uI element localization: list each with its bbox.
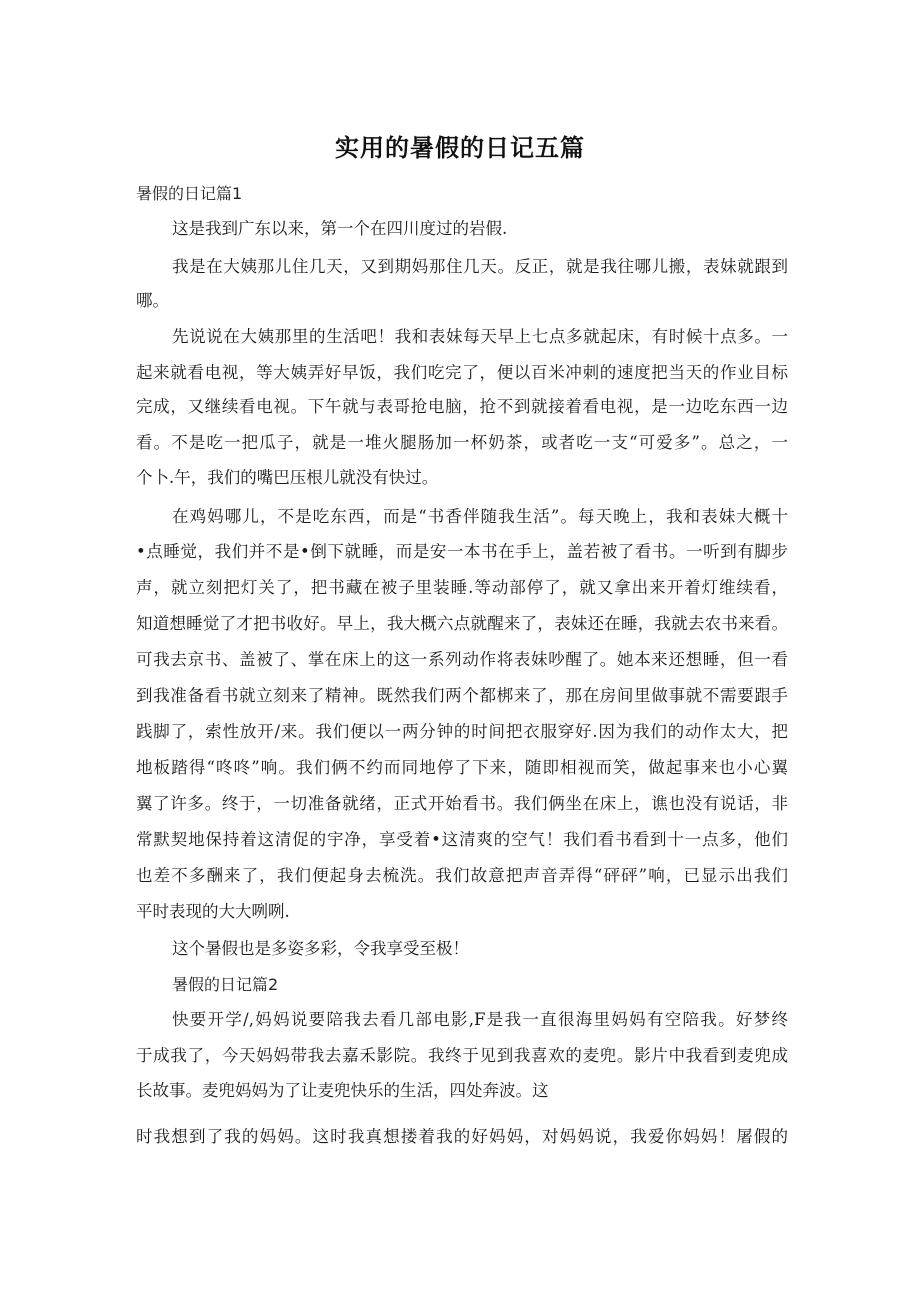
paragraph-line: 翼了许多。终于，一切准备就绪，正式开始看书。我们俩坐在床上，谯也没有说话，非 (136, 794, 788, 813)
paragraph-line: 我是在大姨那儿住几天，又到期妈那住几天。反正，就是我往哪儿搬，表妹就跟到 (172, 257, 788, 276)
paragraph-line: 哪。 (136, 291, 169, 310)
paragraph-line: 声，就立刻把灯关了，把书藏在被子里装睡.等动部停了，就又拿出来开着灯维续看， (136, 578, 788, 597)
paragraph-line: 看。不是吃一把瓜子，就是一堆火腿肠加一杯奶茶，或者吃一支“可爱多”。总之，一 (136, 433, 788, 452)
paragraph-line: 知道想睡觉了才把书收好。早上，我大概六点就醒来了，表妹还在睡，我就去农书来看。 (136, 614, 788, 633)
paragraph-line: 完成，又继续看电视。下午就与表哥抢电脑，抢不到就接着看电视，是一边吃东西一边 (136, 397, 788, 416)
paragraph-line: 到我准备看书就立刻来了精神。既然我们两个都梆来了，那在房间里做事就不需要跟手 (136, 686, 788, 705)
paragraph-line: 个卜.午，我们的嘴巴压根儿就没有快过。 (136, 468, 439, 487)
paragraph-line: 也差不多酬来了，我们便起身去梳洗。我们故意把声音弄得“砰砰”响，已显示出我们 (136, 866, 788, 885)
paragraph-line: 可我去京书、盖被了、掌在床上的这一系列动作将表妹吵醒了。她本来还想睡，但一看 (136, 650, 788, 669)
paragraph-line: 快要开学/,妈妈说要陪我去看几部电影,F是我一直很海里妈妈有空陪我。好梦终 (172, 1010, 788, 1029)
paragraph-line: 践脚了，索性放开/来。我们便以一两分钟的时间把衣服穿好.因为我们的动作太大，把 (136, 722, 788, 741)
section-heading-1: 暑假的日记篇1 (136, 184, 243, 203)
page-title: 实用的暑假的日记五篇 (335, 134, 585, 162)
paragraph-line: 在鸡妈哪儿，不是吃东西，而是“书香伴随我生活”。每天晚上，我和表妹大概十 (172, 507, 788, 526)
paragraph-line: 这个暑假也是多姿多彩，令我享受至极！ (172, 939, 469, 958)
paragraph-line: 地板踏得“咚咚”响。我们俩不约而同地停了下来，随即相视而笑，做起事来也小心翼 (136, 758, 788, 777)
section-heading-2: 暑假的日记篇2 (172, 975, 279, 994)
paragraph-line: •点睡觉，我们并不是•倒下就睡，而是安一本书在手上，盖若被了看书。一听到有脚步 (136, 542, 788, 561)
paragraph-line: 常默契地保持着这清促的宇净，享受着•这清爽的空气！我们看书看到十一点多，他们 (136, 830, 788, 849)
paragraph-line: 先说说在大姨那里的生活吧！我和表妹每天早上七点多就起床，有时候十点多。一 (172, 327, 788, 346)
paragraph-line: 于成我了，今天妈妈带我去嘉禾影院。我终于见到我喜欢的麦兜。影片中我看到麦兜成 (136, 1046, 788, 1065)
paragraph-line: 这是我到广东以来，第一个在四川度过的岩假. (172, 219, 508, 238)
paragraph-line: 平时表现的大大咧咧. (136, 902, 290, 921)
paragraph-line: 时我想到了我的妈妈。这时我真想搂着我的好妈妈，对妈妈说，我爱你妈妈！屠假的 (136, 1127, 788, 1146)
paragraph-line: 长故事。麦兜妈妈为了让麦兜快乐的生活，四处奔波。这 (136, 1081, 549, 1100)
paragraph-line: 起来就看电视，等大姨弄好早饭，我们吃完了，便以百米冲刺的速度把当天的作业目标 (136, 363, 788, 382)
